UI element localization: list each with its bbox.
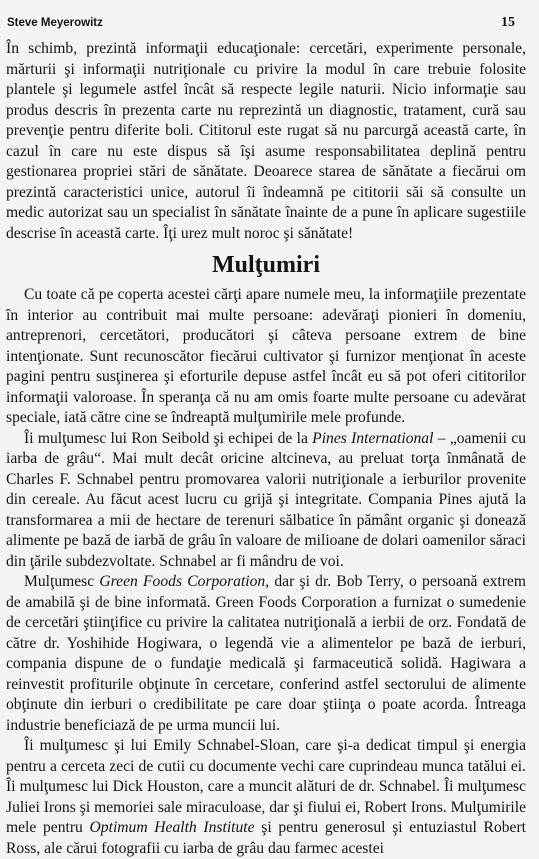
page-number: 15	[501, 15, 515, 30]
acknowledgements-paragraph-1: Cu toate că pe coperta acestei cărţi apare numele meu, la informaţiile prezentate în interior au contribuit mai multe persoane: adevăraţi pionieri în domeniu, antreprenori, cercetători, producători şi câteva persoane extrem de bine intenţionate. Sunt recunoscător fiecărui cultivator şi furnizor menţionat în aceste pagini pentru susţinerea şi eforturile depuse astfel încât eu să pot oferi cititorilor informaţii valoroase. În speranţa că nu am omis foarte multe persoane cu adevărat speciale, iată către cine se îndreaptă mulţumirile mele profunde.	[6, 286, 526, 426]
paragraph-text: Mulţumesc	[24, 573, 100, 590]
page-body	[6, 39, 526, 859]
paragraph-text: şi pentru generosul şi entuziastul Robert Ross, ale cărui fotografii cu iarba de grâu dau farmec acestei	[6, 819, 526, 857]
paragraph-text: , dar şi dr. Bob Terry, o persoană extrem de amabilă şi de bine informată. Green Foods Corporation a furnizat o sumedenie de cercetări ştiinţifice cu privire la calitatea nutriţională a ierbii de orz. Fondată de către dr. Yoshihide Hogiwara, o legendă vie a alimentelor pe bază de ierburi, compania dispune de o fundaţie medicală şi farmaceutică solidă. Hagiwara a reinvestit profiturile obţinute în cercetare, conferind astfel sectorului de alimente obţinute din ierburi o credibilitate pe care doar ştiinţa o poate acorda. Întreaga industrie beneficiază de pe urma muncii lui.	[6, 573, 526, 734]
institute-name-optimum-health: Optimum Health Institute	[89, 819, 255, 836]
paragraph-text: Îi mulţumesc şi lui Emily Schnabel-Sloan, care şi-a dedicat timpul şi energia pentru a cerceta zeci de cutii cu documente vechi care cuprindeau munca tatălui ei. Îi mulţumesc lui Dick Houston, care a muncit alături de dr. Schnabel. Îi mulţumesc Juliei Irons şi memoriei sale miraculoase, dar şi fiului ei, Robert Irons. Mulţumirile mele pentru	[6, 737, 526, 836]
paragraph-text: – „oamenii cu iarba de grâu“. Mai mult decât oricine altcineva, au preluat torţa înmânată de Charles F. Schnabel pentru promovarea valorii nutriţionale a ierburilor provenite din cereale. Au făcut acest lucru cu grijă şi integritate. Compania Pines ajută la transformarea a mii de hectare de terenuri sălbatice în pământ organic şi donează alimente pe bază de iarbă de grâu în valoare de milioane de dolari oamenilor săraci din ţările subdezvoltate. Schnabel ar fi mândru de voi.	[6, 429, 526, 570]
acknowledgements-paragraph-3	[6, 572, 526, 736]
acknowledgements-paragraph-2	[6, 429, 526, 573]
running-header-author: Steve Meyerowitz	[7, 17, 103, 29]
company-name-green-foods: Green Foods Corporation	[99, 573, 266, 590]
intro-paragraph: În schimb, prezintă informaţii educaţionale: cercetări, experimente personale, mărturii şi informaţii nutriţionale cu privire la modul în care trebuie folosite plantele şi legumele astfel încât să respecte legile naturii. Nicio informaţie sau produs descris în prezenta carte nu reprezintă un diagnostic, tratament, cură sau prevenţie pentru diferite boli. Cititorul este rugat să nu parcurgă această carte, în cazul în care nu este dispus să îşi asume responsabilitatea deplină pentru gestionarea propriei stări de sănătate. Deoarece starea de sănătate a fiecărui om prezintă caracteristici unice, autorul îi îndeamnă pe cititorii săi să consulte un medic autorizat sau un specialist în sănătate înainte de a pune în aplicare sugestiile descrise în această carte. Îţi urez mult noroc şi sănătate!	[6, 40, 526, 242]
company-name-pines: Pines International	[312, 429, 434, 447]
running-header	[7, 15, 515, 35]
section-heading: Mulţumiri	[212, 252, 320, 278]
paragraph-text: Îi mulţumesc lui Ron Seibold şi echipei de la	[24, 429, 313, 447]
